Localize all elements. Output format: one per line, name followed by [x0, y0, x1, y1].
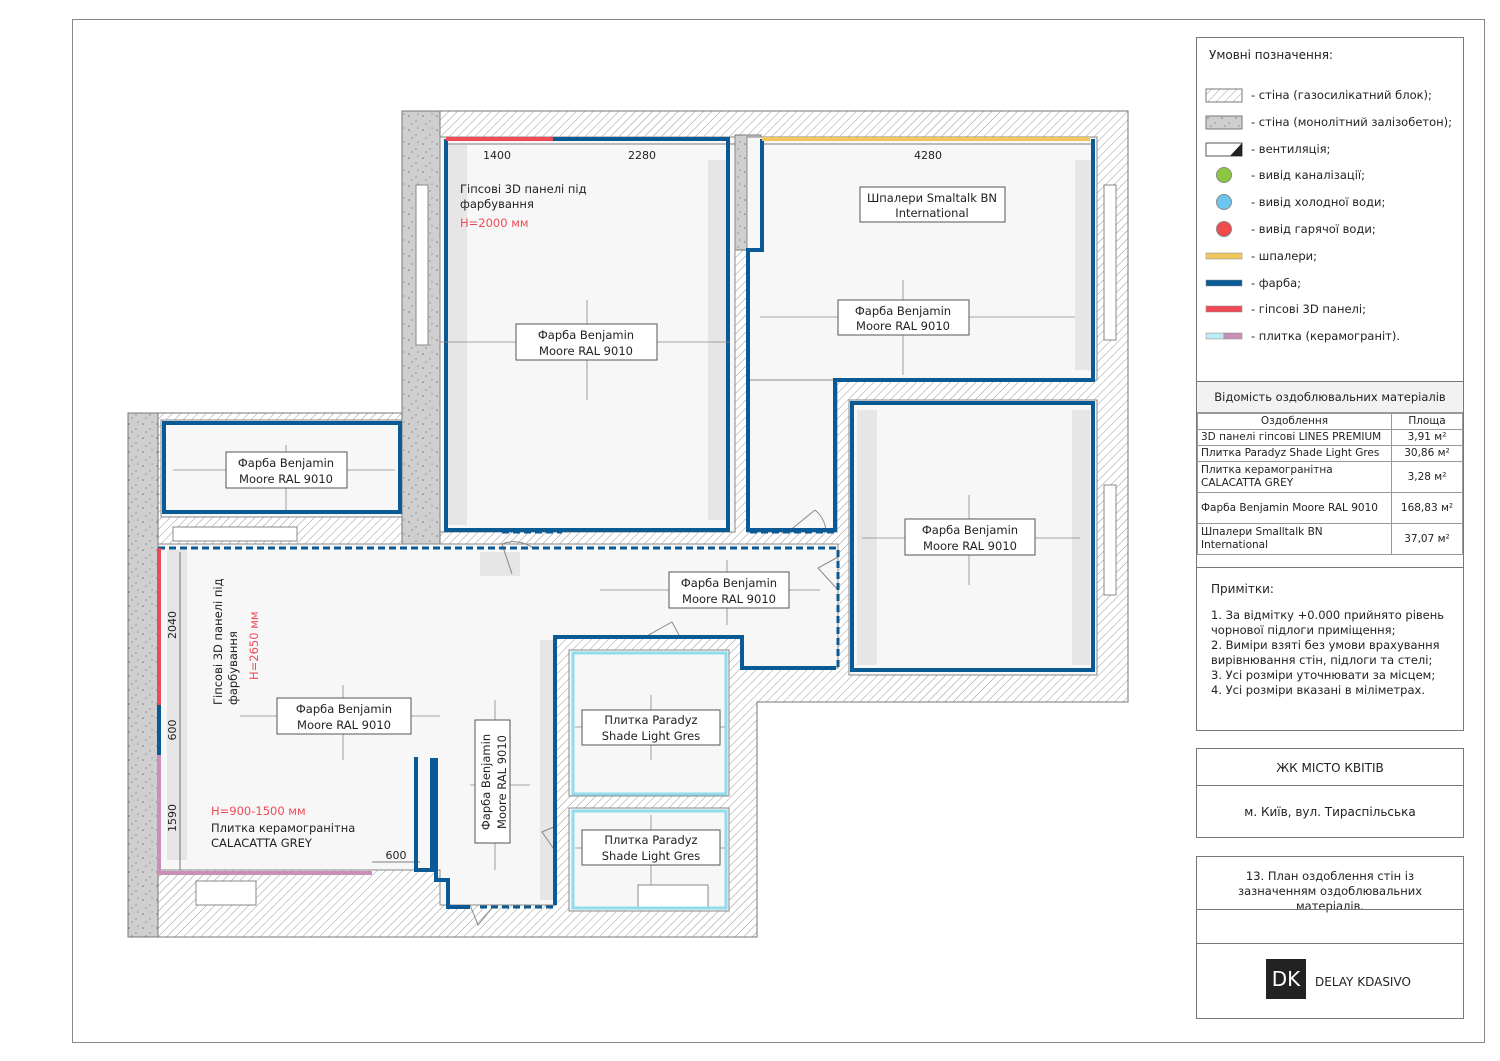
- legend-label: - вивід холодної води;: [1251, 195, 1386, 210]
- note-item: 2. Виміри взяті без умови врахування вирівнювання стін, підлоги та стелі;: [1211, 638, 1440, 667]
- legend-item: [1205, 112, 1452, 132]
- studio-panel: [1196, 943, 1464, 1019]
- table-row: [1198, 430, 1463, 446]
- label-tile: Shade Light Gres: [601, 849, 701, 863]
- row-area: 30,86 м²: [1392, 446, 1463, 462]
- project-name: ЖК МІСТО КВІТІВ: [1276, 761, 1384, 775]
- materials-title: Відомість оздоблювальних матеріалів: [1197, 382, 1463, 413]
- label-panels-top: фарбування: [460, 197, 534, 211]
- label-paint: Moore RAL 9010: [297, 718, 391, 732]
- label-paint: Moore RAL 9010: [923, 539, 1017, 553]
- legend-title: Умовні позначення:: [1209, 48, 1333, 62]
- label-panels-height-top: H=2000 мм: [460, 216, 529, 230]
- legend-item: [1205, 165, 1365, 185]
- legend-swatch-icon: [1205, 222, 1243, 236]
- legend-swatch-icon: [1205, 142, 1243, 156]
- label-paint: Фарба Benjamin: [921, 523, 1019, 537]
- materials-table: [1197, 413, 1463, 555]
- legend-swatch-icon: [1205, 249, 1243, 263]
- label-paint: Moore RAL 9010: [682, 592, 776, 606]
- row-area: 3,91 м²: [1392, 430, 1463, 446]
- legend-label: - стіна (газосилікатний блок);: [1251, 88, 1432, 102]
- label-wallpaper: Шпалери Smaltalk BN: [866, 191, 998, 205]
- note-item: 3. Усі розміри уточнювати за місцем;: [1211, 668, 1436, 682]
- dimension-1400: 1400: [483, 149, 511, 162]
- label-ceramic: CALACATTA GREY: [211, 836, 312, 850]
- label-panels-top: Гіпсові 3D панелі під: [460, 182, 587, 196]
- legend-label: - фарба;: [1251, 275, 1301, 290]
- legend-label: - вивід каналізації;: [1251, 168, 1365, 183]
- row-area: 168,83 м²: [1392, 493, 1463, 524]
- sheet-title-panel: [1196, 856, 1464, 913]
- label-tile: Плитка Paradyz: [604, 833, 698, 847]
- dimension-600-v: 600: [166, 719, 179, 741]
- label-panels-left: фарбування: [226, 631, 240, 705]
- legend-item: [1205, 273, 1301, 293]
- label-tile: Shade Light Gres: [601, 729, 701, 743]
- row-name: 3D панелі гіпсові LINES PREMIUM: [1198, 430, 1392, 446]
- legend-label: - вентиляція;: [1251, 141, 1331, 156]
- label-paint: Moore RAL 9010: [539, 344, 633, 358]
- legend-label: - плитка (керамограніт).: [1251, 329, 1401, 344]
- dimension-4280: 4280: [914, 149, 942, 162]
- label-paint: Фарба Benjamin: [237, 456, 335, 470]
- table-row: [1198, 493, 1463, 524]
- notes-title: Примітки:: [1211, 582, 1274, 596]
- legend-item: [1205, 246, 1317, 266]
- legend-label: - стіна (монолітний залізобетон);: [1251, 114, 1453, 129]
- legend-swatch-icon: [1205, 115, 1243, 129]
- row-name: Шпалери Smalltalk BN International: [1198, 524, 1392, 555]
- header-area: Площа: [1392, 414, 1463, 430]
- sheet-empty-panel: [1196, 909, 1464, 944]
- note-item: 1. За відмітку +0.000 прийнято рівень чорнової підлоги приміщення;: [1211, 608, 1445, 637]
- label-wallpaper: International: [895, 206, 969, 220]
- studio-name: DELAY KDASIVO: [1315, 975, 1411, 989]
- project-address-panel: [1196, 785, 1464, 838]
- note-item: 4. Усі розміри вказані в міліметрах.: [1211, 683, 1425, 697]
- table-row: [1198, 462, 1463, 493]
- legend-swatch-icon: [1205, 195, 1243, 209]
- legend-item: [1205, 192, 1385, 212]
- label-paint-vertical: Фарба Benjamin: [479, 733, 493, 831]
- table-header: [1198, 414, 1463, 430]
- studio-logo: DK: [1266, 959, 1306, 999]
- label-paint-vertical: Moore RAL 9010: [495, 735, 509, 829]
- legend-item: [1205, 219, 1376, 239]
- dimension-1590: 1590: [166, 804, 179, 832]
- legend-item: [1205, 326, 1400, 346]
- legend-item: [1205, 85, 1432, 105]
- project-name-panel: [1196, 748, 1464, 786]
- label-paint: Фарба Benjamin: [680, 576, 778, 590]
- legend-item: [1205, 139, 1330, 159]
- concrete-wall: [128, 413, 158, 937]
- table-row: [1198, 446, 1463, 462]
- materials-panel: [1196, 381, 1464, 568]
- label-paint: Moore RAL 9010: [856, 319, 950, 333]
- label-paint: Фарба Benjamin: [295, 702, 393, 716]
- legend-swatch-icon: [1205, 302, 1243, 316]
- label-paint: Moore RAL 9010: [239, 472, 333, 486]
- legend-label: - гіпсові 3D панелі;: [1251, 302, 1366, 317]
- legend-panel: [1196, 37, 1464, 382]
- project-address: м. Київ, вул. Тираспільська: [1244, 805, 1416, 819]
- legend-swatch-icon: [1205, 329, 1243, 343]
- legend-label: - вивід гарячої води;: [1251, 222, 1376, 236]
- legend-item: [1205, 299, 1366, 319]
- sheet-title: 13. План оздоблення стін із зазначенням оздоблювальних матеріалів.: [1237, 869, 1422, 913]
- label-panels-left: Гіпсові 3D панелі під: [211, 578, 225, 705]
- row-name: Плитка Paradyz Shade Light Gres: [1198, 446, 1392, 462]
- label-paint: Фарба Benjamin: [854, 304, 952, 318]
- legend-swatch-icon: [1205, 276, 1243, 290]
- room-bedroom-2-low: [747, 380, 837, 532]
- label-ceramic-height: H=900-1500 мм: [211, 804, 306, 818]
- label-paint: Фарба Benjamin: [537, 328, 635, 342]
- label-tile: Плитка Paradyz: [604, 713, 698, 727]
- table-row: [1198, 524, 1463, 555]
- dimension-600-h: 600: [385, 849, 407, 862]
- row-area: 37,07 м²: [1392, 524, 1463, 555]
- dimension-2280: 2280: [628, 149, 656, 162]
- dimension-2040: 2040: [166, 611, 179, 639]
- label-panels-height-left: H=2650 мм: [247, 611, 261, 680]
- legend-swatch-icon: [1205, 88, 1243, 102]
- room-bedroom-2: [747, 137, 1097, 380]
- row-name: Фарба Benjamin Moore RAL 9010: [1198, 493, 1392, 524]
- legend-swatch-icon: [1205, 168, 1243, 182]
- row-area: 3,28 м²: [1392, 462, 1463, 493]
- header-finish: Оздоблення: [1198, 414, 1392, 430]
- legend-label: - шпалери;: [1251, 248, 1317, 263]
- notes-panel: [1196, 567, 1464, 731]
- label-ceramic: Плитка керамогранітна: [211, 821, 356, 835]
- row-name: Плитка керамогранітна CALACATTA GREY: [1198, 462, 1392, 493]
